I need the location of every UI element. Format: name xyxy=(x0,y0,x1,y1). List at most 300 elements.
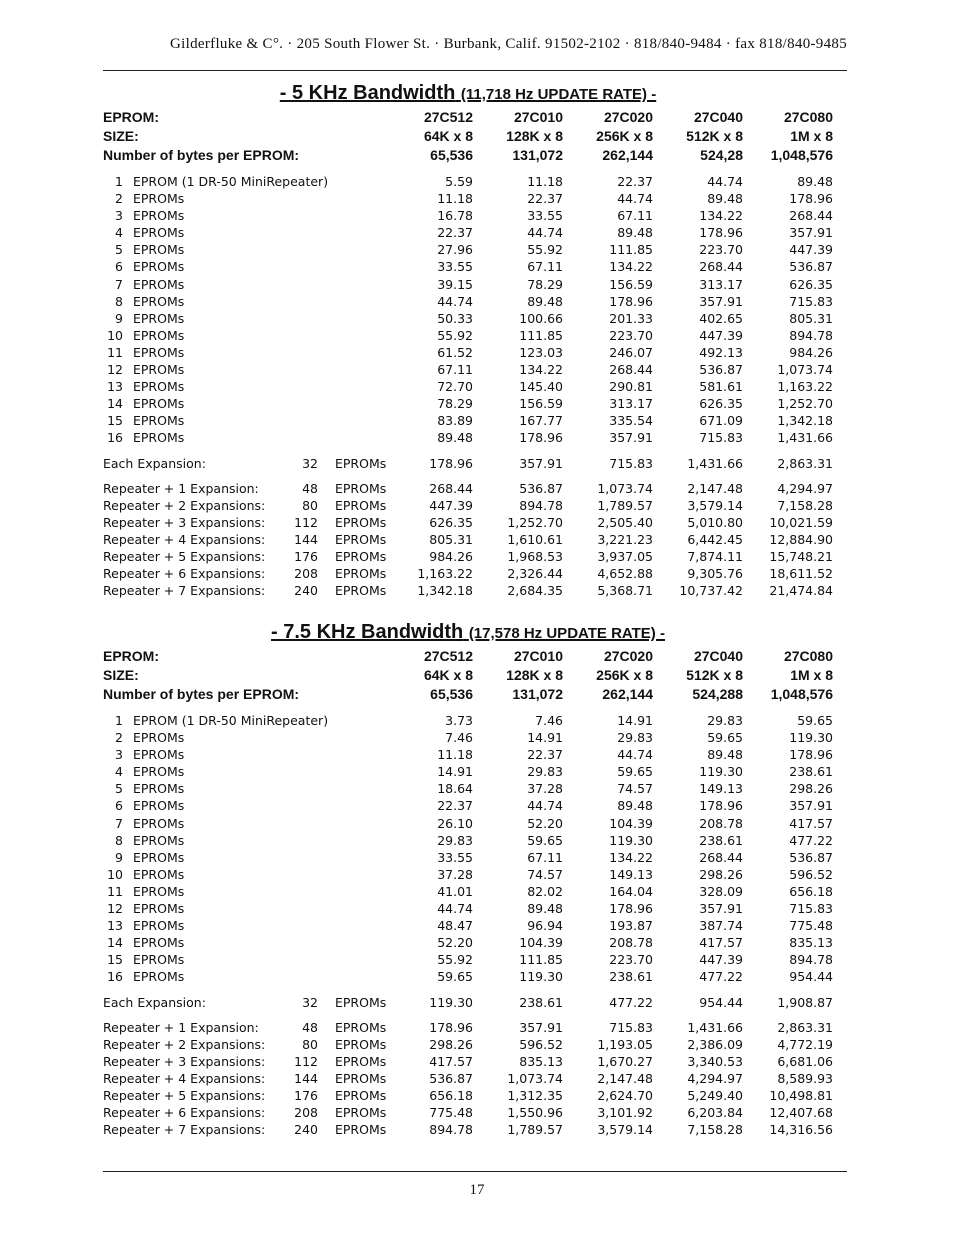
header-cell: 128K x 8 xyxy=(506,128,563,144)
table-row xyxy=(103,1087,833,1104)
row-label: EPROMs xyxy=(133,379,185,395)
company-name: Gilderfluke & C°. xyxy=(170,36,284,52)
table-row xyxy=(103,190,833,207)
eprom-count: 112 xyxy=(294,1053,318,1069)
row-label: EPROMs xyxy=(133,413,185,429)
table-row xyxy=(103,934,833,951)
time-value: 29.83 xyxy=(527,764,563,780)
time-value: 44.74 xyxy=(527,798,563,814)
time-value: 357.91 xyxy=(699,293,743,309)
time-value: 238.61 xyxy=(519,994,563,1010)
time-value: 61.52 xyxy=(437,344,473,360)
unit-label: EPROMs xyxy=(335,1122,387,1138)
header-cell: 131,072 xyxy=(512,147,563,163)
row-label: EPROMs xyxy=(133,225,185,241)
time-value: 656.18 xyxy=(429,1087,473,1103)
time-value: 1,252.70 xyxy=(777,396,833,412)
time-value: 149.13 xyxy=(699,781,743,797)
time-value: 2,863.31 xyxy=(777,455,833,471)
phone-number: 818/840-9484 xyxy=(633,36,722,52)
time-value: 268.44 xyxy=(699,849,743,865)
row-count: 1 xyxy=(115,174,123,189)
time-value: 1,789.57 xyxy=(507,1122,563,1138)
time-value: 1,312.35 xyxy=(507,1087,563,1103)
time-value: 8,589.93 xyxy=(777,1070,833,1086)
unit-label: EPROMs xyxy=(335,1036,387,1052)
time-value: 417.57 xyxy=(789,815,833,831)
time-value: 1,550.96 xyxy=(507,1105,563,1121)
table-row xyxy=(103,310,833,327)
row-label: EPROMs xyxy=(133,310,185,326)
time-value: 89.48 xyxy=(617,225,653,241)
time-value: 5,010.80 xyxy=(687,514,743,530)
time-value: 89.48 xyxy=(527,901,563,917)
table-row xyxy=(103,207,833,224)
time-value: 193.87 xyxy=(609,918,653,934)
time-value: 145.40 xyxy=(519,379,563,395)
time-value: 44.74 xyxy=(437,901,473,917)
time-value: 6,442.45 xyxy=(687,531,743,547)
row-count: 6 xyxy=(115,798,123,814)
row-count: 2 xyxy=(115,191,123,207)
unit-label: EPROMs xyxy=(335,583,387,599)
row-label: Each Expansion: xyxy=(103,455,206,471)
unit-label: EPROMs xyxy=(335,566,387,582)
row-label: EPROM (1 DR-50 MiniRepeater) xyxy=(133,174,329,189)
eprom-count: 144 xyxy=(294,531,318,547)
time-value: 149.13 xyxy=(609,866,653,882)
time-value: 18.64 xyxy=(437,781,473,797)
time-value: 119.30 xyxy=(609,832,653,848)
row-label: Repeater + 6 Expansions: xyxy=(103,1105,266,1121)
time-value: 775.48 xyxy=(429,1105,473,1121)
time-value: 52.20 xyxy=(437,935,473,951)
time-value: 447.39 xyxy=(699,952,743,968)
time-value: 44.74 xyxy=(617,191,653,207)
row-label: EPROMs xyxy=(133,293,185,309)
time-value: 328.09 xyxy=(699,883,743,899)
time-value: 1,968.53 xyxy=(507,548,563,564)
eprom-count: 32 xyxy=(302,994,318,1010)
table-row xyxy=(103,866,833,883)
row-label: EPROMs xyxy=(133,935,185,951)
header-cell: 1M x 8 xyxy=(790,128,833,144)
time-value: 3,579.14 xyxy=(687,497,743,513)
header-row xyxy=(103,666,833,685)
time-value: 67.11 xyxy=(437,362,473,378)
time-value: 238.61 xyxy=(789,764,833,780)
time-value: 12,407.68 xyxy=(769,1105,833,1121)
page-header: Gilderfluke & C°. · 205 South Flower St. · Burbank, Calif. 91502-2102 · 818/840-9484 · fax 818/840-9485 xyxy=(103,36,847,71)
time-value: 581.61 xyxy=(699,379,743,395)
table-row xyxy=(103,395,833,412)
table-row xyxy=(103,917,833,934)
time-value: 67.11 xyxy=(617,208,653,224)
time-value: 33.55 xyxy=(437,849,473,865)
time-value: 1,342.18 xyxy=(417,583,473,599)
time-value: 14.91 xyxy=(617,713,653,728)
table-row xyxy=(103,763,833,780)
table-row xyxy=(103,514,833,531)
header-cell: 65,536 xyxy=(430,686,473,702)
time-value: 715.83 xyxy=(789,293,833,309)
eprom-count: 208 xyxy=(294,566,318,582)
header-row xyxy=(103,108,833,127)
time-value: 447.39 xyxy=(429,497,473,513)
table-row xyxy=(103,327,833,344)
time-value: 7,874.11 xyxy=(687,548,743,564)
time-value: 178.96 xyxy=(519,430,563,446)
time-value: 954.44 xyxy=(699,994,743,1010)
header-cell: 128K x 8 xyxy=(506,667,563,683)
time-value: 3,101.92 xyxy=(597,1105,653,1121)
time-value: 67.11 xyxy=(527,849,563,865)
time-value: 268.44 xyxy=(699,259,743,275)
time-value: 313.17 xyxy=(699,276,743,292)
time-value: 11.18 xyxy=(437,747,473,763)
time-value: 626.35 xyxy=(429,514,473,530)
time-value: 33.55 xyxy=(437,259,473,275)
header-row xyxy=(103,685,833,704)
time-value: 894.78 xyxy=(429,1122,473,1138)
time-value: 44.74 xyxy=(527,225,563,241)
time-value: 626.35 xyxy=(789,276,833,292)
time-value: 835.13 xyxy=(519,1053,563,1069)
eprom-count: 80 xyxy=(302,1036,318,1052)
time-value: 894.78 xyxy=(519,497,563,513)
time-value: 954.44 xyxy=(789,969,833,985)
row-label: EPROMs xyxy=(133,901,185,917)
header-cell: 65,536 xyxy=(430,147,473,163)
row-count: 5 xyxy=(115,781,123,797)
eprom-count: 32 xyxy=(302,455,318,471)
time-value: 536.87 xyxy=(789,849,833,865)
table-row xyxy=(103,582,833,599)
unit-label: EPROMs xyxy=(335,1087,387,1103)
time-value: 1,073.74 xyxy=(507,1070,563,1086)
time-value: 5,368.71 xyxy=(597,583,653,599)
time-value: 96.94 xyxy=(527,918,563,934)
header-row xyxy=(103,146,833,165)
time-value: 3,937.05 xyxy=(597,548,653,564)
table-row xyxy=(103,883,833,900)
header-cell: 256K x 8 xyxy=(596,667,653,683)
row-label: EPROMs xyxy=(133,208,185,224)
row-label: Repeater + 2 Expansions: xyxy=(103,1036,266,1052)
time-value: 2,863.31 xyxy=(777,1019,833,1035)
time-value: 477.22 xyxy=(609,994,653,1010)
time-value: 268.44 xyxy=(609,362,653,378)
unit-label: EPROMs xyxy=(335,994,387,1010)
header-cell: 27C080 xyxy=(783,109,833,125)
header-cell: 524,28 xyxy=(700,147,743,163)
time-value: 59.65 xyxy=(617,764,653,780)
time-value: 536.87 xyxy=(699,362,743,378)
row-count: 3 xyxy=(115,208,123,224)
time-value: 41.01 xyxy=(437,883,473,899)
row-label: EPROMs xyxy=(133,747,185,763)
time-value: 119.30 xyxy=(519,969,563,985)
time-value: 1,163.22 xyxy=(417,566,473,582)
time-value: 7,158.28 xyxy=(777,497,833,513)
eprom-table xyxy=(103,108,833,599)
row-count: 7 xyxy=(115,276,123,292)
time-value: 14,316.56 xyxy=(769,1122,833,1138)
title-subtitle: (17,578 Hz UPDATE RATE) - xyxy=(468,625,665,642)
time-value: 238.61 xyxy=(699,832,743,848)
time-value: 178.96 xyxy=(789,191,833,207)
table-row xyxy=(103,900,833,917)
eprom-count: 240 xyxy=(294,583,318,599)
header-cell: 524,288 xyxy=(692,686,743,702)
time-value: 178.96 xyxy=(609,901,653,917)
row-label: Repeater + 7 Expansions: xyxy=(103,583,266,599)
time-value: 82.02 xyxy=(527,883,563,899)
table-row xyxy=(103,258,833,275)
time-value: 44.74 xyxy=(707,174,743,189)
time-value: 22.37 xyxy=(437,225,473,241)
time-value: 6,681.06 xyxy=(777,1053,833,1069)
eprom-count: 48 xyxy=(302,1019,318,1035)
time-value: 164.04 xyxy=(609,883,653,899)
time-value: 626.35 xyxy=(699,396,743,412)
time-value: 715.83 xyxy=(699,430,743,446)
table-row xyxy=(103,1019,833,1036)
street-address: 205 South Flower St. xyxy=(296,36,431,52)
eprom-count: 80 xyxy=(302,497,318,513)
table-row xyxy=(103,994,833,1011)
row-label: EPROMs xyxy=(133,764,185,780)
time-value: 89.48 xyxy=(707,747,743,763)
row-count: 14 xyxy=(107,396,123,412)
time-value: 44.74 xyxy=(437,293,473,309)
table-row xyxy=(103,1104,833,1121)
time-value: 18,611.52 xyxy=(769,566,833,582)
header-label: EPROM: xyxy=(103,648,159,664)
time-value: 1,908.87 xyxy=(777,994,833,1010)
row-label: EPROMs xyxy=(133,815,185,831)
time-value: 357.91 xyxy=(519,455,563,471)
time-value: 1,610.61 xyxy=(507,531,563,547)
time-value: 27.96 xyxy=(437,242,473,258)
row-label: EPROMs xyxy=(133,276,185,292)
row-label: EPROM (1 DR-50 MiniRepeater) xyxy=(133,713,329,728)
row-label: Repeater + 3 Expansions: xyxy=(103,514,266,530)
header-cell: 512K x 8 xyxy=(686,667,743,683)
time-value: 313.17 xyxy=(609,396,653,412)
row-count: 15 xyxy=(107,413,123,429)
time-value: 223.70 xyxy=(609,952,653,968)
table-row xyxy=(103,832,833,849)
unit-label: EPROMs xyxy=(335,514,387,530)
header-cell: 262,144 xyxy=(602,686,653,702)
time-value: 55.92 xyxy=(437,952,473,968)
time-value: 72.70 xyxy=(437,379,473,395)
time-value: 89.48 xyxy=(707,191,743,207)
time-value: 477.22 xyxy=(789,832,833,848)
time-value: 671.09 xyxy=(699,413,743,429)
time-value: 78.29 xyxy=(527,276,563,292)
row-count: 9 xyxy=(115,849,123,865)
row-count: 9 xyxy=(115,310,123,326)
time-value: 417.57 xyxy=(699,935,743,951)
time-value: 11.18 xyxy=(527,174,563,189)
row-count: 5 xyxy=(115,242,123,258)
time-value: 16.78 xyxy=(437,208,473,224)
header-cell: 512K x 8 xyxy=(686,128,743,144)
time-value: 100.66 xyxy=(519,310,563,326)
table-row xyxy=(103,497,833,514)
row-label: Repeater + 6 Expansions: xyxy=(103,566,266,582)
time-value: 59.65 xyxy=(527,832,563,848)
table-row xyxy=(103,531,833,548)
header-cell: 64K x 8 xyxy=(423,667,473,683)
time-value: 7,158.28 xyxy=(687,1122,743,1138)
header-label: EPROM: xyxy=(103,109,159,125)
table-row xyxy=(103,565,833,582)
time-value: 417.57 xyxy=(429,1053,473,1069)
time-value: 3,340.53 xyxy=(687,1053,743,1069)
time-value: 74.57 xyxy=(527,866,563,882)
header-cell: 27C020 xyxy=(603,648,653,664)
time-value: 1,163.22 xyxy=(777,379,833,395)
time-value: 67.11 xyxy=(527,259,563,275)
time-value: 335.54 xyxy=(609,413,653,429)
row-label: Each Expansion: xyxy=(103,994,206,1010)
time-value: 178.96 xyxy=(429,455,473,471)
time-value: 22.37 xyxy=(527,191,563,207)
row-label: Repeater + 5 Expansions: xyxy=(103,1087,266,1103)
time-value: 298.26 xyxy=(429,1036,473,1052)
time-value: 1,431.66 xyxy=(687,455,743,471)
time-value: 268.44 xyxy=(429,480,473,496)
time-value: 37.28 xyxy=(527,781,563,797)
time-value: 2,147.48 xyxy=(687,480,743,496)
eprom-table xyxy=(103,647,833,1138)
row-label: EPROMs xyxy=(133,866,185,882)
row-count: 13 xyxy=(107,379,123,395)
time-value: 447.39 xyxy=(699,327,743,343)
section-title xyxy=(103,619,833,647)
table-row xyxy=(103,429,833,446)
table-row xyxy=(103,1070,833,1087)
time-value: 9,305.76 xyxy=(687,566,743,582)
row-label: EPROMs xyxy=(133,362,185,378)
unit-label: EPROMs xyxy=(335,1053,387,1069)
row-count: 14 xyxy=(107,935,123,951)
time-value: 134.22 xyxy=(609,849,653,865)
eprom-count: 176 xyxy=(294,1087,318,1103)
time-value: 894.78 xyxy=(789,327,833,343)
time-value: 387.74 xyxy=(699,918,743,934)
time-value: 123.03 xyxy=(519,344,563,360)
time-value: 89.48 xyxy=(797,174,833,189)
time-value: 178.96 xyxy=(609,293,653,309)
table-row xyxy=(103,746,833,763)
time-value: 21,474.84 xyxy=(769,583,833,599)
header-cell: 27C512 xyxy=(423,648,473,664)
time-value: 894.78 xyxy=(789,952,833,968)
time-value: 29.83 xyxy=(707,713,743,728)
time-value: 178.96 xyxy=(429,1019,473,1035)
time-value: 3,579.14 xyxy=(597,1122,653,1138)
table-row xyxy=(103,378,833,395)
time-value: 83.89 xyxy=(437,413,473,429)
time-value: 104.39 xyxy=(519,935,563,951)
time-value: 10,737.42 xyxy=(679,583,743,599)
table-row xyxy=(103,712,833,729)
row-count: 8 xyxy=(115,832,123,848)
time-value: 10,021.59 xyxy=(769,514,833,530)
header-cell: 262,144 xyxy=(602,147,653,163)
row-label: Repeater + 4 Expansions: xyxy=(103,1070,266,1086)
header-label: Number of bytes per EPROM: xyxy=(103,147,300,163)
header-cell: 256K x 8 xyxy=(596,128,653,144)
time-value: 59.65 xyxy=(437,969,473,985)
row-label: EPROMs xyxy=(133,781,185,797)
time-value: 10,498.81 xyxy=(769,1087,833,1103)
time-value: 1,342.18 xyxy=(777,413,833,429)
time-value: 1,252.70 xyxy=(507,514,563,530)
table-row xyxy=(103,276,833,293)
time-value: 1,431.66 xyxy=(777,430,833,446)
time-value: 3.73 xyxy=(445,713,473,728)
table-row xyxy=(103,849,833,866)
time-value: 11.18 xyxy=(437,191,473,207)
header-cell: 27C010 xyxy=(513,648,563,664)
time-value: 1,670.27 xyxy=(597,1053,653,1069)
header-label: SIZE: xyxy=(103,667,139,683)
time-value: 4,772.19 xyxy=(777,1036,833,1052)
time-value: 12,884.90 xyxy=(769,531,833,547)
unit-label: EPROMs xyxy=(335,1105,387,1121)
time-value: 29.83 xyxy=(437,832,473,848)
time-value: 715.83 xyxy=(609,1019,653,1035)
time-value: 536.87 xyxy=(789,259,833,275)
eprom-count: 112 xyxy=(294,514,318,530)
time-value: 48.47 xyxy=(437,918,473,934)
section-7-5khz xyxy=(103,619,833,1138)
time-value: 775.48 xyxy=(789,918,833,934)
row-label: EPROMs xyxy=(133,849,185,865)
row-label: EPROMs xyxy=(133,242,185,258)
eprom-count: 176 xyxy=(294,548,318,564)
time-value: 59.65 xyxy=(707,730,743,746)
time-value: 7.46 xyxy=(535,713,563,728)
time-value: 55.92 xyxy=(437,327,473,343)
unit-label: EPROMs xyxy=(335,1019,387,1035)
table-row xyxy=(103,729,833,746)
table-row xyxy=(103,480,833,497)
row-count: 10 xyxy=(107,866,123,882)
table-row xyxy=(103,361,833,378)
row-label: EPROMs xyxy=(133,396,185,412)
header-cell: 27C512 xyxy=(423,109,473,125)
row-count: 13 xyxy=(107,918,123,934)
time-value: 357.91 xyxy=(789,225,833,241)
header-label: SIZE: xyxy=(103,128,139,144)
row-count: 7 xyxy=(115,815,123,831)
header-cell: 27C020 xyxy=(603,109,653,125)
row-count: 4 xyxy=(115,225,123,241)
row-count: 16 xyxy=(107,430,123,446)
row-label: Repeater + 5 Expansions: xyxy=(103,548,266,564)
row-label: EPROMs xyxy=(133,969,185,985)
header-cell: 27C010 xyxy=(513,109,563,125)
section-5khz xyxy=(103,80,833,599)
time-value: 805.31 xyxy=(429,531,473,547)
time-value: 37.28 xyxy=(437,866,473,882)
